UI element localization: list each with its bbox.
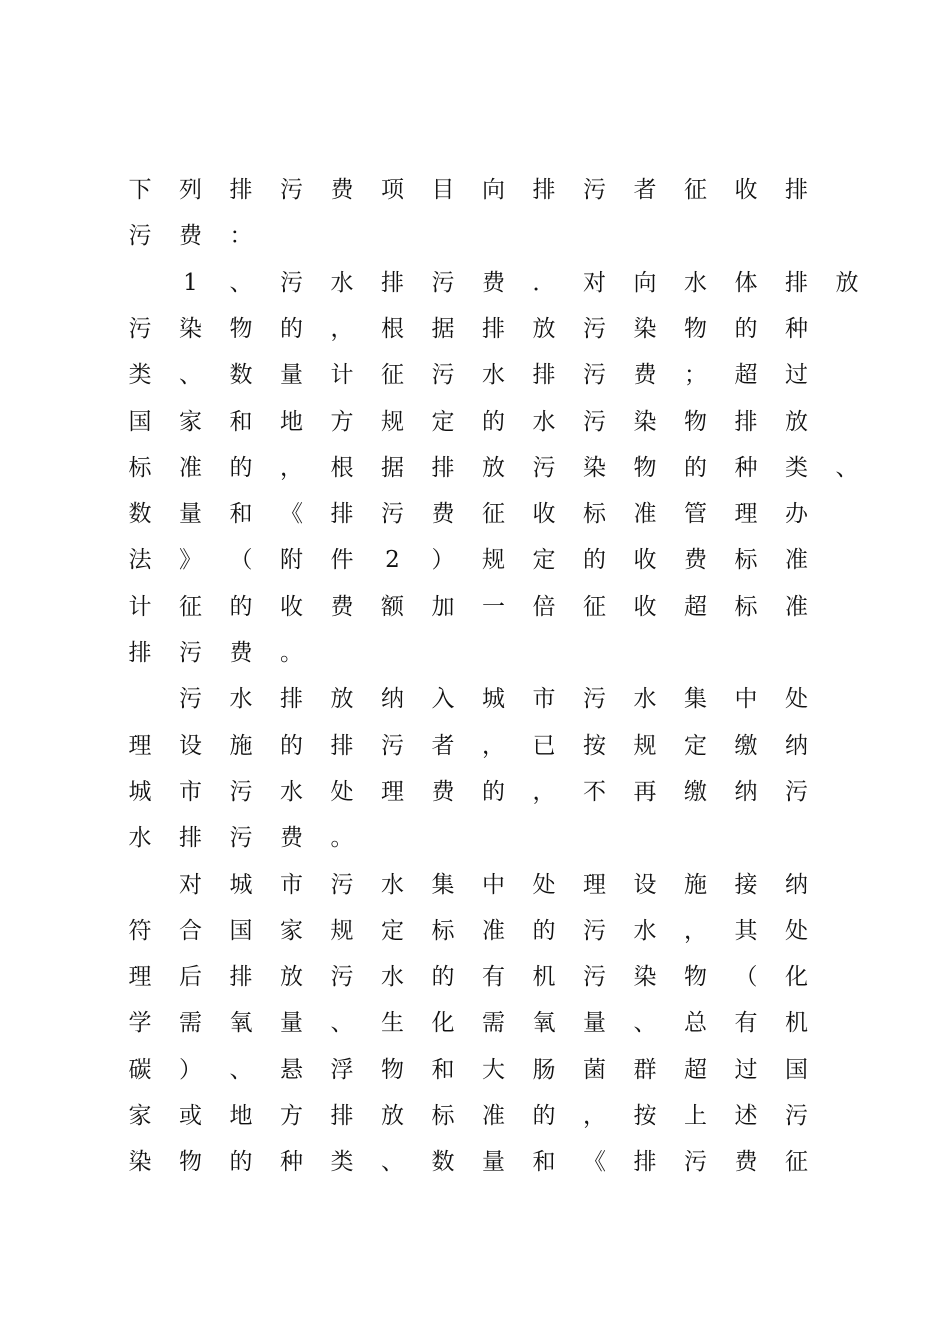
text-line: 污 费 ：	[128, 223, 253, 250]
text-line: 下 列 排 污 费 项 目 向 排 污 者 征 收 排	[128, 177, 808, 203]
text-line: 学 需 氧 量 、 生 化 需 氧 量 、 总 有 机	[128, 1010, 808, 1037]
text-line: 污 水 排 放 纳 入 城 市 污 水 集 中 处	[179, 686, 808, 713]
text-line: 国 家 和 地 方 规 定 的 水 污 染 物 排 放	[128, 408, 808, 435]
text-line: 理 设 施 的 排 污 者 ， 已 按 规 定 缴 纳	[128, 732, 808, 759]
text-line: 类 、 数 量 计 征 污 水 排 污 费 ； 超 过	[128, 362, 808, 389]
text-line: 污 染 物 的 ， 根 据 排 放 污 染 物 的 种	[128, 315, 808, 342]
text-line: 法 》 （ 附 件 2 ） 规 定 的 收 费 标 准	[128, 547, 808, 574]
text-line: 排 污 费 。	[128, 640, 303, 666]
text-line: 理 后 排 放 污 水 的 有 机 污 染 物 （ 化	[128, 964, 808, 991]
text-line: 数 量 和 《 排 污 费 征 收 标 准 管 理 办	[128, 501, 808, 528]
text-line: 1 、 污 水 排 污 费 ． 对 向 水 体 排 放	[183, 269, 859, 296]
text-line: 家 或 地 方 排 放 标 准 的 ， 按 上 述 污	[128, 1103, 808, 1129]
text-line: 对 城 市 污 水 集 中 处 理 设 施 接 纳	[179, 871, 808, 898]
text-line: 城 市 污 水 处 理 费 的 ， 不 再 缴 纳 污	[128, 778, 808, 805]
text-line: 染 物 的 种 类 、 数 量 和 《 排 污 费 征	[128, 1149, 808, 1176]
text-line: 计 征 的 收 费 额 加 一 倍 征 收 超 标 准	[128, 593, 808, 620]
text-line: 水 排 污 费 。	[128, 825, 354, 852]
text-line: 符 合 国 家 规 定 标 准 的 污 水 ， 其 处	[128, 917, 808, 944]
text-line: 碳 ） 、 悬 浮 物 和 大 肠 菌 群 超 过 国	[128, 1056, 808, 1083]
text-line: 标 准 的 ， 根 据 排 放 污 染 物 的 种 类 、	[128, 454, 859, 481]
